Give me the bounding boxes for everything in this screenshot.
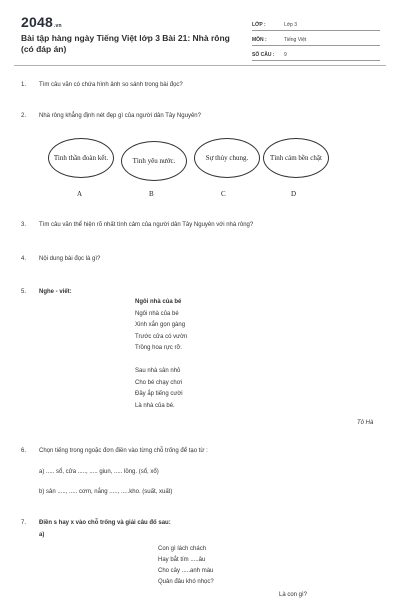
option-cloud-c[interactable] [194, 138, 260, 178]
question-number: 2. [21, 113, 27, 119]
question-text: Nghe - viết: [39, 289, 72, 295]
page-title: Bài tập hàng ngày Tiếng Việt lớp 3 Bài 21: Nhà rông (có đáp án) [21, 33, 230, 54]
meta-key: MÔN : [252, 37, 267, 43]
riddle-line: Con gì lách chách [158, 546, 207, 552]
meta-value: Lớp 3 [284, 22, 298, 28]
option-letter-d: D [291, 190, 297, 198]
poem-line: Cho bé chạy chơi [135, 379, 182, 386]
header-divider [14, 65, 386, 66]
riddle-answer-prompt: Là con gì? [279, 592, 308, 598]
riddle-block [158, 544, 214, 588]
question-6 [21, 448, 208, 454]
question-number: 1. [21, 82, 27, 88]
option-letter-c: C [221, 190, 226, 198]
poem-line: Sau nhà sân nhỏ [135, 368, 181, 374]
option-text: Tình yêu nước. [132, 156, 176, 165]
question-2 [21, 113, 201, 119]
meta-row-class [252, 16, 380, 31]
meta-key: SỐ CÂU : [252, 52, 275, 58]
question-text: Điền s hay x vào chỗ trống và giải câu đố sau: [39, 520, 171, 526]
option-cloud-a[interactable] [48, 138, 114, 178]
option-cloud-d[interactable] [263, 138, 329, 178]
site-logo[interactable]: 2048.vn [21, 14, 62, 30]
meta-value: 9 [284, 52, 287, 58]
poem-line: Xinh xắn gọn gàng [135, 322, 186, 328]
question-number: 4. [21, 256, 27, 262]
option-cloud-b[interactable] [121, 141, 187, 181]
question-number: 3. [21, 222, 27, 228]
q6-line-a: a) ..... sổ, cửa ....., ..... giun, ..... lồng. (sổ, xổ) [39, 469, 159, 475]
question-text: Tìm câu văn thể hiện rõ nhất tình cảm của người dân Tây Nguyên với nhà rông? [39, 222, 254, 228]
poem-line: Là nhà của bé. [135, 402, 175, 409]
meta-value: Tiếng Việt [284, 37, 307, 43]
q6-line-b: b) sản ....., ..... cơm, nắng ....., .....kho. (suất, xuất) [39, 489, 173, 495]
poem-author: Tô Hà [357, 420, 374, 426]
question-text: Nội dung bài đọc là gì? [39, 256, 101, 262]
question-number: 7. [21, 520, 27, 526]
question-5 [21, 289, 72, 295]
poem-line: Ngôi nhà của bé [135, 310, 179, 317]
question-text: Tìm câu văn có chứa hình ảnh so sánh trong bài đọc? [39, 82, 183, 88]
option-letter-a: A [77, 190, 83, 198]
option-letter-b: B [149, 190, 154, 198]
question-4 [21, 256, 100, 262]
option-text: Sự thủy chung. [205, 153, 249, 162]
question-text: Chọn tiếng trong ngoặc đơn điền vào từng chỗ trống để tạo từ : [39, 448, 208, 454]
question-number: 6. [21, 448, 27, 454]
q7-sub-label: a) [39, 532, 45, 538]
meta-row-subject [252, 31, 380, 46]
question-text: Nhà rông khẳng định nét đẹp gì của người dân Tây Nguyên? [39, 113, 201, 119]
question-7 [21, 520, 171, 526]
poem-block [135, 297, 187, 412]
riddle-line: Cho cây .....anh màu [158, 568, 214, 574]
riddle-line: Quản đâu khó nhọc? [158, 579, 214, 585]
meta-row-count [252, 46, 380, 61]
option-text: Tình cảm bền chặt [270, 153, 322, 162]
question-1 [21, 82, 183, 88]
poem-line: Trước cửa có vườn [135, 333, 188, 340]
meta-key: LỚP : [252, 22, 266, 28]
riddle-line: Hay bắt tím .....âu [158, 557, 206, 563]
question-3 [21, 222, 253, 228]
meta-panel [252, 16, 380, 61]
poem-title: Ngôi nhà của bé [135, 299, 182, 305]
question-number: 5. [21, 289, 27, 295]
poem-line: Trồng hoa rực rỡ. [135, 345, 183, 351]
option-text: Tinh thần đoàn kết. [53, 153, 109, 162]
poem-line: Đầy ắp tiếng cười [135, 391, 183, 397]
